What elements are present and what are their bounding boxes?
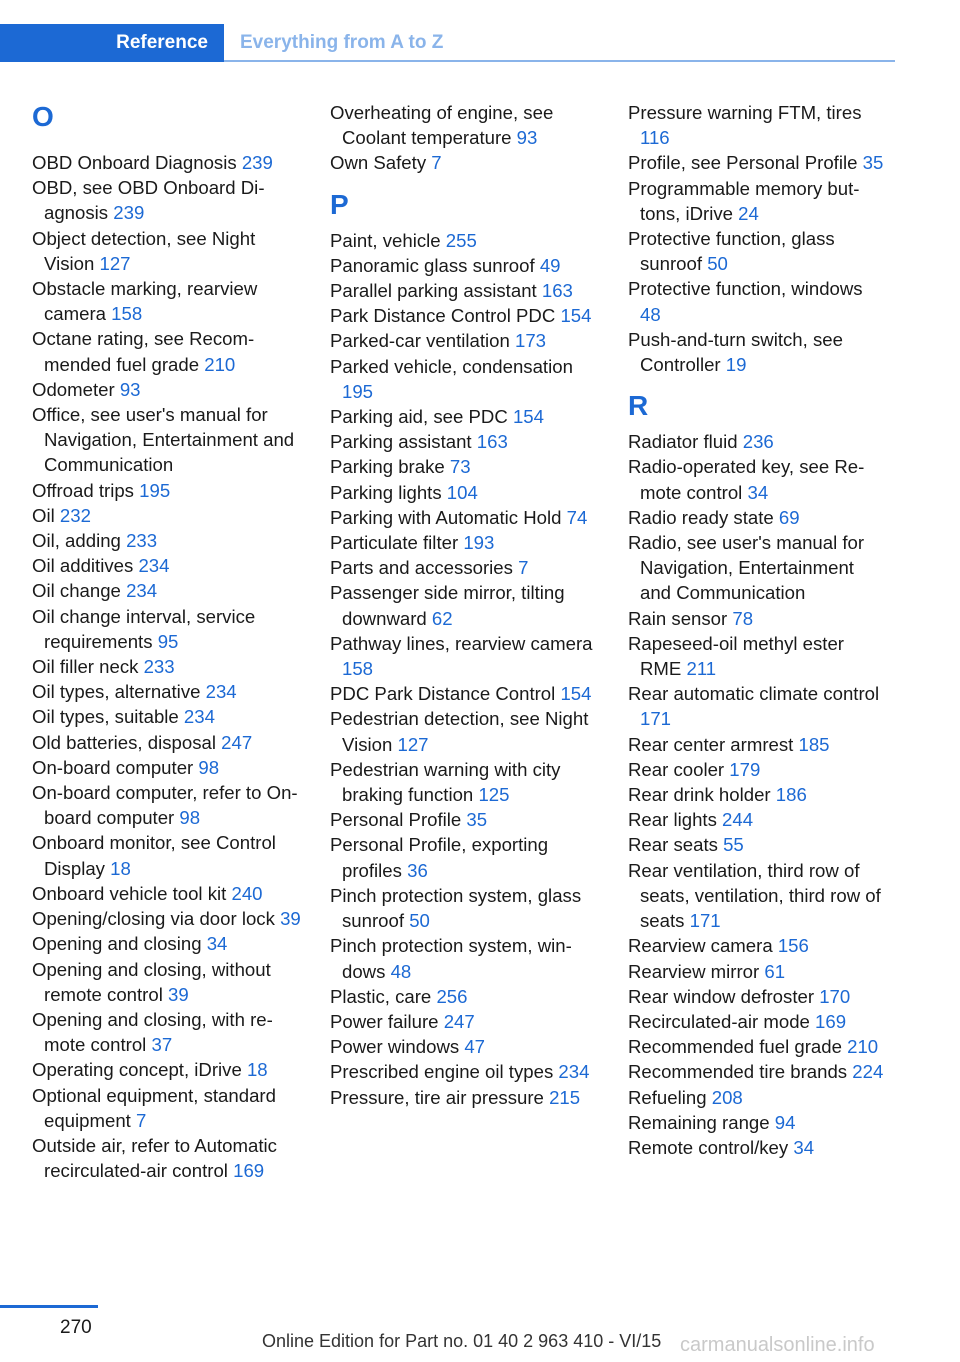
page-link[interactable]: 169 <box>233 1160 265 1182</box>
index-entry-text: Rear window defroster <box>628 985 820 1007</box>
index-entry <box>330 1085 602 1110</box>
index-entry-text: Protective function, windows <box>628 278 863 300</box>
index-entry-text: Rearview mirror <box>628 960 765 982</box>
index-entry <box>32 654 304 679</box>
index-entry <box>628 327 888 377</box>
page-link[interactable]: 127 <box>397 733 429 755</box>
page-link[interactable]: 49 <box>539 254 561 276</box>
page-link[interactable]: 35 <box>862 152 884 174</box>
index-entry-text: Rearview camera <box>628 935 778 957</box>
index-entry <box>32 503 304 528</box>
index-entry <box>330 832 602 882</box>
index-entry <box>628 858 888 934</box>
index-entry-text: Passenger side mirror, tilting downward <box>330 582 565 629</box>
index-entry <box>32 1083 304 1133</box>
page-link[interactable]: 34 <box>206 933 228 955</box>
index-entry-text: OBD, see OBD Onboard Diagnosis <box>32 177 265 224</box>
index-entry-text: Onboard monitor, see Control Display <box>32 832 276 879</box>
index-entry <box>330 883 602 933</box>
index-entry <box>330 933 602 983</box>
index-entry-text: Parallel parking assistant <box>330 280 542 302</box>
page-link[interactable]: 163 <box>541 280 573 302</box>
index-entry-text: Remaining range <box>628 1111 775 1133</box>
index-entry <box>628 176 888 226</box>
index-entry-text: Panoramic glass sunroof <box>330 254 540 276</box>
index-entry <box>628 732 888 757</box>
page-link[interactable]: 170 <box>819 985 851 1007</box>
index-entry <box>628 807 888 832</box>
index-entry-text: Parts and accessories <box>330 557 519 579</box>
page-link[interactable]: 233 <box>143 656 175 678</box>
index-entry-text: Pressure, tire air pressure <box>330 1086 550 1108</box>
index-entry-text: Old batteries, disposal <box>32 731 222 753</box>
index-entry <box>330 984 602 1009</box>
page-link[interactable]: 186 <box>775 784 807 806</box>
page-link[interactable]: 34 <box>793 1136 815 1158</box>
index-entry-text: Remote control/key <box>628 1136 794 1158</box>
page-link[interactable]: 116 <box>640 127 670 149</box>
page-link[interactable]: 215 <box>549 1086 581 1108</box>
index-entry <box>330 757 602 807</box>
page-link[interactable]: 232 <box>59 504 91 526</box>
index-column-2 <box>330 100 602 1110</box>
index-entry <box>330 1009 602 1034</box>
index-entry-text: Rear drink holder <box>628 784 776 806</box>
index-entry-text: Optional equipment, standard equipment <box>32 1084 276 1131</box>
page-link[interactable]: 193 <box>463 532 495 554</box>
index-entry <box>32 679 304 704</box>
page-link[interactable]: 210 <box>204 353 236 375</box>
index-entry <box>32 528 304 553</box>
page-link[interactable]: 233 <box>126 530 158 552</box>
page-link[interactable]: 18 <box>110 857 131 879</box>
page-link[interactable]: 18 <box>246 1059 268 1081</box>
page-link[interactable]: 69 <box>778 506 800 528</box>
index-entry-text: Obstacle marking, rearview camera <box>32 278 258 325</box>
page-number: 270 <box>60 1317 92 1338</box>
page-link[interactable]: 247 <box>221 731 253 753</box>
index-entry-text: Rapeseed-oil methyl ester RME <box>628 632 844 680</box>
page-link[interactable]: 39 <box>280 908 301 930</box>
index-entry <box>330 1059 602 1084</box>
page-link[interactable]: 93 <box>119 378 141 400</box>
index-entry <box>628 984 888 1009</box>
page-link[interactable]: 7 <box>431 152 442 174</box>
index-entry-text: Power windows <box>330 1036 465 1058</box>
index-entry-text: Oil types, alternative <box>32 681 206 703</box>
index-entry <box>628 757 888 782</box>
page-link[interactable]: 171 <box>640 708 672 730</box>
index-entry <box>628 606 888 631</box>
index-entry-text: Recirculated-air mode <box>628 1010 816 1032</box>
index-entry-text: Push-and-turn switch, see Controller <box>628 328 843 376</box>
index-entry-text: Parking assistant <box>330 431 477 453</box>
index-entry-text: Recommended tire brands <box>628 1061 853 1083</box>
index-entry <box>628 1034 888 1059</box>
page-link[interactable]: 195 <box>139 479 171 501</box>
index-entry <box>330 555 602 580</box>
index-entry <box>330 706 602 756</box>
page-link[interactable]: 239 <box>113 202 145 224</box>
index-entry-text: Oil change <box>32 580 127 602</box>
index-entry <box>628 429 888 454</box>
page-link[interactable]: 154 <box>560 683 592 705</box>
index-entry-text: Parked-car ventilation <box>330 330 515 352</box>
index-entry <box>32 931 304 956</box>
page-link[interactable]: 239 <box>241 152 273 173</box>
index-entry <box>32 830 304 880</box>
page-link[interactable]: 48 <box>390 960 412 982</box>
index-entry-text: Recommended fuel grade <box>628 1036 848 1058</box>
page-link[interactable]: 19 <box>725 354 747 376</box>
index-entry <box>628 959 888 984</box>
index-entry-text: Rear center armrest <box>628 733 799 755</box>
page-link[interactable]: 24 <box>738 202 759 224</box>
page-link[interactable]: 7 <box>136 1109 147 1131</box>
index-entry <box>32 704 304 729</box>
index-entry <box>32 1057 304 1082</box>
page-link[interactable]: 179 <box>729 758 761 780</box>
index-entry-text: Opening and closing, with remote control <box>32 1008 273 1056</box>
index-entry-text: Onboard vehicle tool kit <box>32 882 232 904</box>
index-entry <box>628 832 888 857</box>
index-entry-text: Overheating of engine, see Coolant temperature <box>330 102 554 149</box>
index-entry <box>330 530 602 555</box>
index-entry <box>32 175 304 225</box>
page-link[interactable]: 247 <box>443 1010 475 1032</box>
index-entry <box>628 100 888 150</box>
page-link[interactable]: 50 <box>409 910 430 932</box>
index-entry <box>628 631 888 681</box>
index-entry-text: Refueling <box>628 1086 712 1108</box>
page-link[interactable]: 93 <box>516 127 538 149</box>
page-link[interactable]: 98 <box>179 807 201 829</box>
page-link[interactable]: 240 <box>231 882 263 904</box>
index-entry <box>628 782 888 807</box>
index-column-3 <box>628 100 888 1160</box>
section-tab-reference[interactable]: Reference <box>0 24 224 62</box>
index-entry-text: Opening and closing <box>32 933 207 955</box>
index-entry <box>330 404 602 429</box>
page-link[interactable]: 127 <box>99 252 131 274</box>
index-entry <box>628 226 888 276</box>
index-entry-text: Rear cooler <box>628 758 730 780</box>
index-entry-text: Rear lights <box>628 809 723 831</box>
index-entry <box>32 478 304 503</box>
page-link[interactable]: 104 <box>446 481 478 503</box>
page-link[interactable]: 73 <box>449 456 471 478</box>
index-entry-text: Personal Profile <box>330 809 467 831</box>
index-entry <box>32 276 304 326</box>
index-entry-text: Octane rating, see Recommended fuel grade <box>32 328 255 375</box>
index-entry <box>628 505 888 530</box>
index-entry <box>330 429 602 454</box>
page-link[interactable]: 171 <box>689 910 721 932</box>
page-link[interactable]: 244 <box>722 809 754 831</box>
index-entry <box>330 580 602 630</box>
index-entry-text: Oil filler neck <box>32 656 144 678</box>
index-entry <box>628 1135 888 1160</box>
index-entry <box>32 957 304 1007</box>
index-letter-heading: O <box>32 101 54 132</box>
index-entry-text: Particulate filter <box>330 532 464 554</box>
index-entry-text: OBD Onboard Diagnosis <box>32 152 242 173</box>
index-entry-text: Pathway lines, rearview camera <box>330 632 593 654</box>
index-entry <box>330 228 602 253</box>
index-entry <box>330 253 602 278</box>
edition-footer: Online Edition for Part no. 01 40 2 963 410 - VI/15 <box>262 1331 662 1351</box>
index-entry-text: Power failure <box>330 1010 444 1032</box>
index-entry <box>32 402 304 478</box>
index-entry <box>628 1059 888 1084</box>
index-entry <box>32 755 304 780</box>
page-link[interactable]: 50 <box>707 253 728 275</box>
index-entry <box>330 328 602 353</box>
page-link[interactable]: 234 <box>126 580 158 602</box>
page-link[interactable]: 154 <box>512 406 544 428</box>
page-link[interactable]: 48 <box>640 303 661 325</box>
page-link[interactable]: 94 <box>774 1111 796 1133</box>
index-entry <box>330 807 602 832</box>
page-link[interactable]: 37 <box>151 1034 173 1056</box>
index-entry-text: Opening and closing, without remote control <box>32 958 271 1005</box>
index-entry <box>628 681 888 731</box>
index-entry-text: Outside air, refer to Automatic recirculated-air control <box>32 1134 277 1182</box>
index-entry-text: Oil <box>32 504 60 526</box>
page-link[interactable]: 95 <box>157 630 179 652</box>
index-entry <box>628 454 888 504</box>
index-entry-text: Programmable memory buttons, iDrive <box>628 177 860 224</box>
index-entry-text: Rear automatic climate control <box>628 683 880 705</box>
page-link[interactable]: 39 <box>168 983 189 1005</box>
index-entry <box>32 326 304 376</box>
index-entry-text: Oil additives <box>32 555 139 577</box>
index-entry-text: Personal Profile, exporting profiles <box>330 834 549 881</box>
page-link[interactable]: 34 <box>747 481 769 503</box>
page-link[interactable]: 62 <box>431 607 453 629</box>
index-entry <box>32 906 304 931</box>
index-entry <box>628 530 888 606</box>
index-entry-text: Park Distance Control PDC <box>330 305 561 327</box>
index-entry <box>32 730 304 755</box>
page-link[interactable]: 234 <box>138 555 170 577</box>
index-entry-text: Radio, see user's manual for Navigation, Entertainment and Communication <box>628 532 865 604</box>
index-entry <box>628 1009 888 1034</box>
page-link[interactable]: 255 <box>445 229 477 251</box>
page-link[interactable]: 173 <box>515 330 547 352</box>
index-entry-text: Parked vehicle, condensation <box>330 355 573 377</box>
index-entry <box>330 278 602 303</box>
page-link[interactable]: 78 <box>732 607 754 629</box>
page-link[interactable]: 154 <box>560 305 592 327</box>
page-header <box>0 0 960 62</box>
index-entry-text: Prescribed engine oil types <box>330 1061 559 1083</box>
page-link[interactable]: 36 <box>407 859 428 881</box>
index-entry <box>32 1007 304 1057</box>
index-entry-text: On-board computer <box>32 756 199 778</box>
page-link[interactable]: 210 <box>847 1036 879 1058</box>
index-entry-text: Pinch protection system, glass sunroof <box>330 884 582 932</box>
index-entry <box>330 631 602 681</box>
index-entry-text: PDC Park Distance Control <box>330 683 561 705</box>
page-link[interactable]: 35 <box>466 809 488 831</box>
page-link[interactable]: 74 <box>566 506 588 528</box>
index-entry <box>628 150 888 175</box>
index-letter-heading: P <box>330 188 349 220</box>
page-link[interactable]: 234 <box>205 681 237 703</box>
index-entry-text: Oil, adding <box>32 530 127 552</box>
index-entry-text: Plastic, care <box>330 985 437 1007</box>
index-entry <box>32 226 304 276</box>
index-entry-text: Rain sensor <box>628 607 733 629</box>
watermark: carmanualsonline.info <box>680 1334 875 1356</box>
index-entry-text: Odometer <box>32 378 120 400</box>
page-link[interactable]: 98 <box>198 756 220 778</box>
page-link[interactable]: 156 <box>777 935 809 957</box>
index-entry-text: Radio-operated key, see Remote control <box>628 456 865 503</box>
index-entry-text: Pedestrian detection, see Night Vision <box>330 708 589 755</box>
index-entry-text: Parking aid, see PDC <box>330 406 513 428</box>
index-entry-text: Pedestrian warning with city braking function <box>330 758 561 806</box>
section-tab-a-to-z[interactable]: Everything from A to Z <box>240 32 444 53</box>
index-entry <box>32 881 304 906</box>
index-entry-text: Profile, see Personal Profile <box>628 152 863 174</box>
index-entry-text: Oil types, suitable <box>32 706 184 728</box>
index-entry-text: Parking lights <box>330 481 447 503</box>
index-entry <box>330 681 602 706</box>
index-entry <box>32 377 304 402</box>
index-entry-text: Rear seats <box>628 834 724 856</box>
index-letter-heading: R <box>628 390 649 422</box>
index-entry <box>32 578 304 603</box>
index-entry-text: Operating concept, iDrive <box>32 1059 247 1081</box>
index-entry-text: Protective function, glass sunroof <box>628 228 835 275</box>
index-entry-text: Rear ventilation, third row of seats, ventilation, third row of seats <box>628 859 881 932</box>
index-entry-text: Parking with Automatic Hold <box>330 506 567 528</box>
index-entry <box>628 276 888 326</box>
index-column-1 <box>32 100 304 1183</box>
index-entry-text: Radio ready state <box>628 506 779 528</box>
index-entry <box>330 303 602 328</box>
index-entry-text: Offroad trips <box>32 479 140 501</box>
page-link[interactable]: 169 <box>815 1010 847 1032</box>
index-entry <box>330 1034 602 1059</box>
index-entry-text: Radiator fluid <box>628 431 743 453</box>
page-link[interactable]: 55 <box>723 834 744 856</box>
index-entry-text: Paint, vehicle <box>330 229 446 251</box>
index-entry <box>32 1133 304 1183</box>
index-entry <box>628 933 888 958</box>
header-rule <box>224 60 895 62</box>
index-entry-text: Object detection, see Night Vision <box>32 227 256 274</box>
page-link[interactable]: 7 <box>518 557 529 579</box>
index-entry <box>32 150 304 175</box>
index-entry <box>330 354 602 404</box>
index-entry <box>628 1085 888 1110</box>
index-entry <box>330 100 602 150</box>
page-link[interactable]: 47 <box>464 1036 486 1058</box>
page-link[interactable]: 185 <box>798 733 830 755</box>
page-link[interactable]: 125 <box>478 784 510 806</box>
index-entry <box>32 604 304 654</box>
page-number-rule <box>0 1305 98 1308</box>
page-link[interactable]: 158 <box>342 658 374 680</box>
page-link[interactable]: 234 <box>558 1061 590 1083</box>
page-link[interactable]: 224 <box>852 1061 884 1083</box>
page-link[interactable]: 234 <box>183 706 215 728</box>
index-entry <box>628 1110 888 1135</box>
index-entry-text: Oil change interval, service requirements <box>32 605 256 652</box>
index-entry <box>330 505 602 530</box>
index-entry-text: Opening/closing via door lock <box>32 908 281 930</box>
index-entry-text: On-board computer, refer to On-board computer <box>32 782 298 829</box>
index-entry <box>330 150 602 175</box>
index-entry-text: Parking brake <box>330 456 450 478</box>
index-entry-text: Office, see user's manual for Navigation, Entertainment and Communication <box>32 404 295 476</box>
index-entry-text: Pinch protection system, windows <box>330 935 572 982</box>
index-entry <box>32 780 304 830</box>
index-entry-text: Pressure warning FTM, tires <box>628 102 862 123</box>
page-link[interactable]: 61 <box>764 960 786 982</box>
index-entry <box>32 553 304 578</box>
page-link[interactable]: 195 <box>342 380 374 402</box>
index-entry <box>330 454 602 479</box>
index-entry-text: Own Safety <box>330 152 432 174</box>
page-link[interactable]: 158 <box>111 303 143 325</box>
page-link[interactable]: 236 <box>742 431 774 453</box>
page-link[interactable]: 208 <box>711 1086 743 1108</box>
page-link[interactable]: 211 <box>686 658 717 680</box>
page-link[interactable]: 163 <box>476 431 508 453</box>
page-link[interactable]: 256 <box>436 985 468 1007</box>
index-entry <box>330 480 602 505</box>
